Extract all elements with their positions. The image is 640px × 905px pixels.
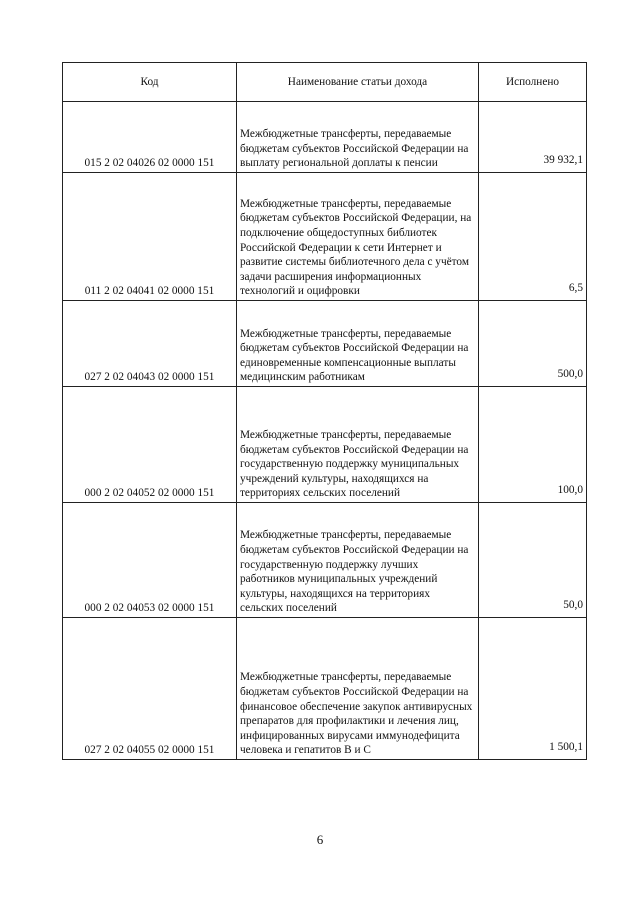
table-row [63, 387, 587, 503]
header-amount: Исполнено [479, 63, 587, 102]
header-code: Код [63, 63, 237, 102]
row-name: Межбюджетные трансферты, передаваемые бюджетам субъектов Российской Федерации на единовременные компенсационные выплаты медицинским работникам [237, 301, 479, 387]
table-row [63, 618, 587, 760]
row-amount: 1 500,1 [479, 618, 587, 760]
row-amount: 6,5 [479, 173, 587, 301]
row-amount: 500,0 [479, 301, 587, 387]
row-name: Межбюджетные трансферты, передаваемые бюджетам субъектов Российской Федерации, на подключение общедоступных библиотек Российской Федерации к сети Интернет и развитие системы библиотечного дела с учётом задачи расширения информационных технологий и оцифровки [237, 173, 479, 301]
row-amount: 50,0 [479, 503, 587, 618]
budget-revenue-table [62, 62, 587, 760]
table-row [63, 102, 587, 173]
row-name: Межбюджетные трансферты, передаваемые бюджетам субъектов Российской Федерации на государственную поддержку лучших работников муниципальных учреждений культуры, находящихся на территориях сельских поселений [237, 503, 479, 618]
row-code: 027 2 02 04055 02 0000 151 [63, 618, 237, 760]
row-code: 011 2 02 04041 02 0000 151 [63, 173, 237, 301]
row-code: 000 2 02 04053 02 0000 151 [63, 503, 237, 618]
row-code: 027 2 02 04043 02 0000 151 [63, 301, 237, 387]
table-row [63, 173, 587, 301]
row-amount: 100,0 [479, 387, 587, 503]
row-name: Межбюджетные трансферты, передаваемые бюджетам субъектов Российской Федерации на выплату региональной доплаты к пенсии [237, 102, 479, 173]
row-code: 015 2 02 04026 02 0000 151 [63, 102, 237, 173]
table-header-row [63, 63, 587, 102]
page-number: 6 [316, 832, 324, 847]
row-name: Межбюджетные трансферты, передаваемые бюджетам субъектов Российской Федерации на финансовое обеспечение закупок антивирусных препаратов для профилактики и лечения лиц, инфицированных вирусами иммунодефицита человека и гепатитов В и С [237, 618, 479, 760]
header-name: Наименование статьи дохода [237, 63, 479, 102]
row-name: Межбюджетные трансферты, передаваемые бюджетам субъектов Российской Федерации на государственную поддержку муниципальных учреждений культуры, находящихся на территориях сельских поселений [237, 387, 479, 503]
table-row [63, 301, 587, 387]
row-code: 000 2 02 04052 02 0000 151 [63, 387, 237, 503]
row-amount: 39 932,1 [479, 102, 587, 173]
table-row [63, 503, 587, 618]
